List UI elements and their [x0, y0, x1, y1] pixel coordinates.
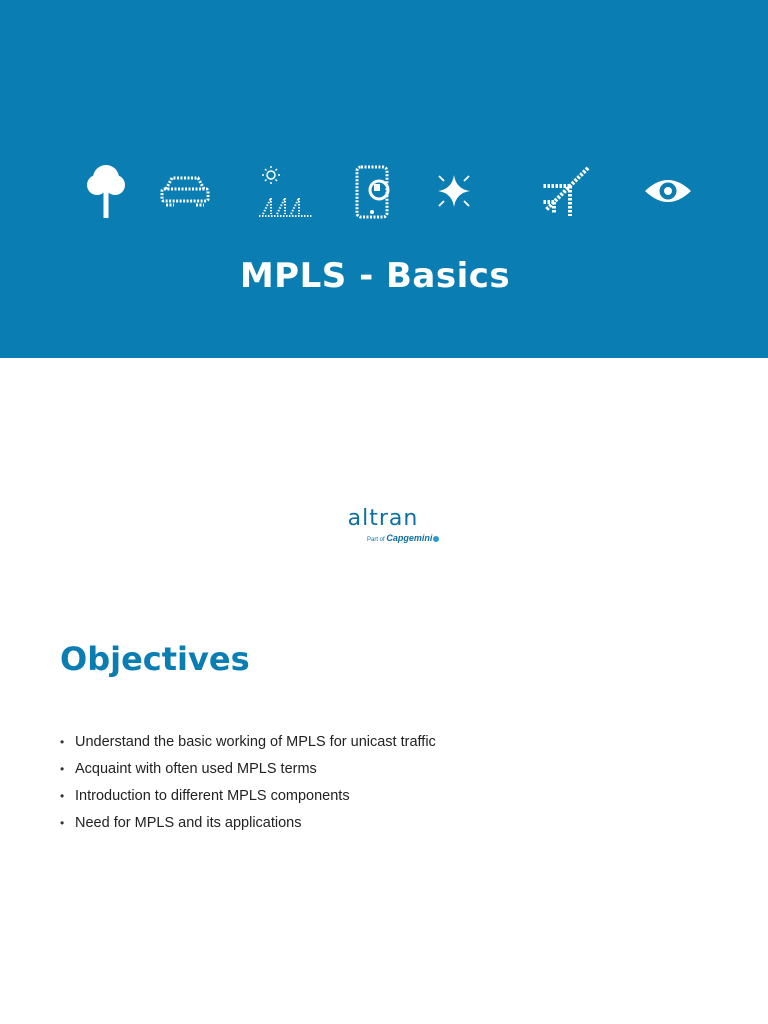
tree-icon — [73, 158, 139, 224]
altran-logo — [333, 506, 437, 546]
logo-tagline-prefix: Part of — [367, 537, 385, 543]
list-item: • Acquaint with often used MPLS terms — [60, 759, 436, 786]
logo-wordmark: altran — [347, 506, 419, 531]
airplane-icon — [532, 158, 598, 224]
title-banner — [0, 0, 768, 358]
list-item: • Introduction to different MPLS components — [60, 786, 436, 813]
sparkle-star-icon — [421, 158, 487, 224]
logo-tagline — [367, 533, 439, 543]
list-item: • Understand the basic working of MPLS for unicast traffic — [60, 732, 436, 759]
capgemini-spade-icon — [433, 536, 439, 542]
sun-solar-panel-icon — [251, 158, 317, 224]
car-icon — [152, 158, 218, 224]
list-item: • Need for MPLS and its applications — [60, 813, 436, 840]
logo-tagline-brand: Capgemini — [386, 533, 433, 543]
slide-title: MPLS - Basics — [239, 256, 511, 296]
objectives-list — [60, 732, 436, 840]
icon-row — [0, 158, 768, 224]
objectives-heading: Objectives — [60, 640, 250, 678]
eye-icon — [635, 158, 701, 224]
smartphone-icon — [341, 158, 407, 224]
